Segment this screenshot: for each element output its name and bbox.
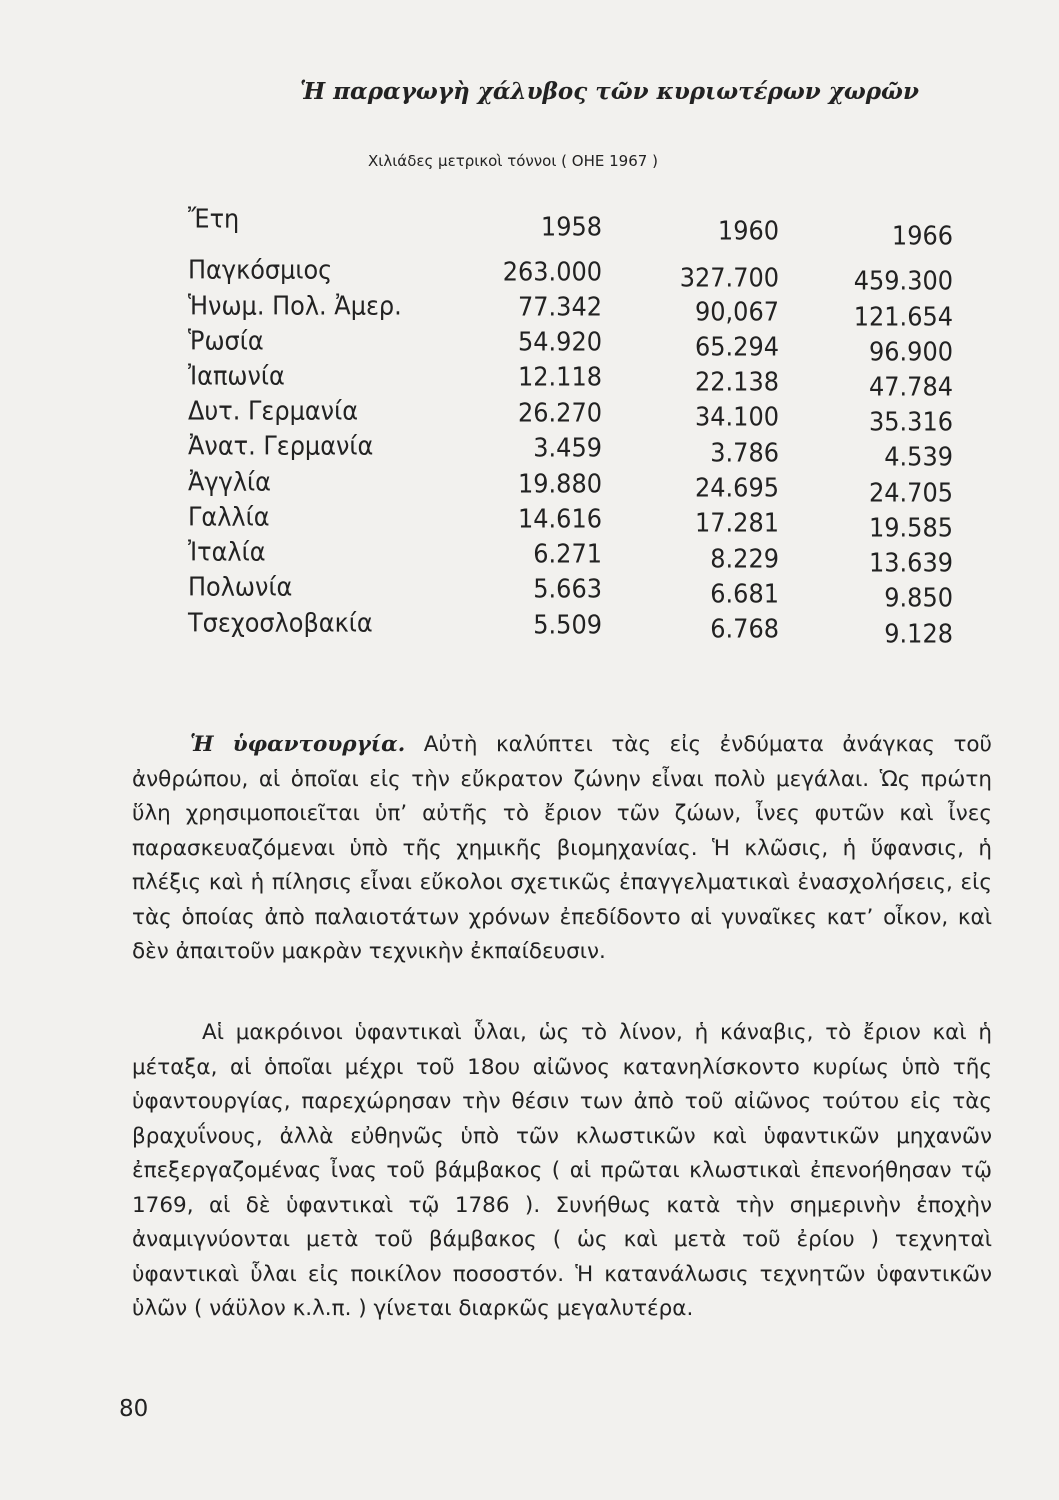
value-1966: 47.784 (869, 371, 953, 403)
country-cell: Ἀνατ. Γερμανία (188, 430, 374, 462)
value-1958: 5.663 (533, 573, 602, 605)
header-year-1960: 1960 (717, 215, 779, 247)
value-1966: 4.539 (884, 441, 953, 473)
paragraph-body: Αὐτὴ καλύπτει τὰς εἰς ἐνδύματα ἀνάγκας τοῦ ἀνθρώπου, αἱ ὁποῖαι εἰς τὴν εὔκρατον ζώνην εἶναι πολὺ μεγάλαι. Ὡς πρώτη ὕλη χρησιμοποιεῖται ὑπ’ αὐτῆς τὸ ἔριον τῶν ζώων, ἶνες φυτῶν καὶ ἶνες παρασκευαζόμεναι ὑπὸ τῆς χημικῆς βιομηχανίας. Ἡ κλῶσις, ἡ ὕφανσις, ἡ πλέξις καὶ ἡ πίλησις εἶναι εὔκολοι σχετικῶς ἐπαγγελματικαὶ ἐνασχολήσεις, εἰς τὰς ὁποίας ἀπὸ παλαιοτάτων χρόνων ἐπεδίδοντο αἱ γυναῖκες κατ’ οἶκον, καὶ δὲν ἀπαιτοῦν μακρὰν τεχνικὴν ἐκπαίδευσιν. (132, 732, 992, 964)
header-year-1966: 1966 (891, 220, 953, 252)
country-cell: Ἰαπωνία (188, 360, 285, 392)
value-1966: 9.850 (884, 582, 953, 614)
value-1960: 6.768 (710, 613, 779, 645)
table-title: Ἡ παραγωγὴ χάλυβος τῶν κυριωτέρων χωρῶν (300, 78, 919, 105)
value-1958: 54.920 (518, 326, 602, 358)
value-1958: 12.118 (518, 361, 602, 393)
value-1958: 14.616 (518, 503, 602, 535)
value-1966: 19.585 (869, 512, 953, 544)
value-1958: 5.509 (533, 609, 602, 641)
value-1960: 90,067 (695, 296, 779, 328)
value-1966: 13.639 (869, 547, 953, 579)
country-cell: Ῥωσία (188, 325, 264, 357)
country-cell: Γαλλία (188, 501, 270, 533)
paragraph-textiles (132, 728, 992, 970)
value-1960: 327.700 (679, 262, 779, 294)
value-1958: 77.342 (518, 291, 602, 323)
country-cell: Τσεχοσλοβακία (188, 607, 373, 639)
country-cell: Πολωνία (188, 571, 293, 603)
value-1960: 17.281 (695, 507, 779, 539)
paragraph-fibers: Αἱ μακρόινοι ὑφαντικαὶ ὗλαι, ὡς τὸ λίνον, ἡ κάναβις, τὸ ἔριον καὶ ἡ μέταξα, αἱ ὁποῖαι μέχρι τοῦ 18ου αἰῶνος κατανηλίσκοντο κυρίως ὑπὸ τῆς ὑφαντουργίας, παρεχώρησαν τὴν θέσιν των ἀπὸ τοῦ αἰῶνος τούτου εἰς τὰς βραχυΐνους, ἀλλὰ εὐθηνῶς ὑπὸ τῶν κλωστικῶν καὶ ὑφαντικῶν μηχανῶν ἐπεξεργαζομένας ἶνας τοῦ βάμβακος ( αἱ πρῶται κλωστικαὶ ἐπενοήθησαν τῷ 1769, αἱ δὲ ὑφαντικαὶ τῷ 1786 ). Συνήθως κατὰ τὴν σημερινὴν ἐποχὴν ἀναμιγνύονται μετὰ τοῦ βάμβακος ( ὡς καὶ μετὰ τοῦ ἐρίου ) τεχνηταὶ ὑφαντικαὶ ὗλαι εἰς ποικίλον ποσοστόν. Ἡ κατανάλωσις τεχνητῶν ὑφαντικῶν ὑλῶν ( νάϋλον κ.λ.π. ) γίνεται διαρκῶς μεγαλυτέρα. (132, 1020, 992, 1321)
page-number: 80 (119, 1396, 149, 1422)
country-cell: Ἡνωμ. Πολ. Ἀμερ. (188, 290, 402, 322)
table-subtitle: Χιλιάδες μετρικοὶ τόννοι ( ΟΗΕ 1967 ) (368, 152, 658, 170)
value-1960: 65.294 (695, 331, 779, 363)
value-1958: 6.271 (533, 538, 602, 570)
country-cell: Παγκόσμιος (188, 254, 333, 286)
header-year-1958: 1958 (540, 211, 602, 243)
value-1958: 19.880 (518, 468, 602, 500)
header-label: Ἔτη (188, 203, 240, 235)
country-cell: Δυτ. Γερμανία (188, 395, 359, 427)
country-cell: Ἰταλία (188, 536, 266, 568)
value-1960: 3.786 (710, 437, 779, 469)
value-1966: 35.316 (869, 406, 953, 438)
value-1960: 34.100 (695, 401, 779, 433)
value-1966: 96.900 (869, 336, 953, 368)
value-1958: 263.000 (502, 256, 602, 288)
value-1966: 121.654 (853, 301, 953, 333)
value-1960: 6.681 (710, 578, 779, 610)
value-1966: 459.300 (853, 265, 953, 297)
paragraph-lead: Ἡ ὑφαντουργία. (190, 732, 406, 757)
country-cell: Ἀγγλία (188, 466, 271, 498)
value-1960: 24.695 (695, 472, 779, 504)
value-1960: 8.229 (710, 543, 779, 575)
value-1966: 24.705 (869, 477, 953, 509)
value-1958: 26.270 (518, 397, 602, 429)
value-1960: 22.138 (695, 366, 779, 398)
value-1966: 9.128 (884, 618, 953, 650)
value-1958: 3.459 (533, 432, 602, 464)
